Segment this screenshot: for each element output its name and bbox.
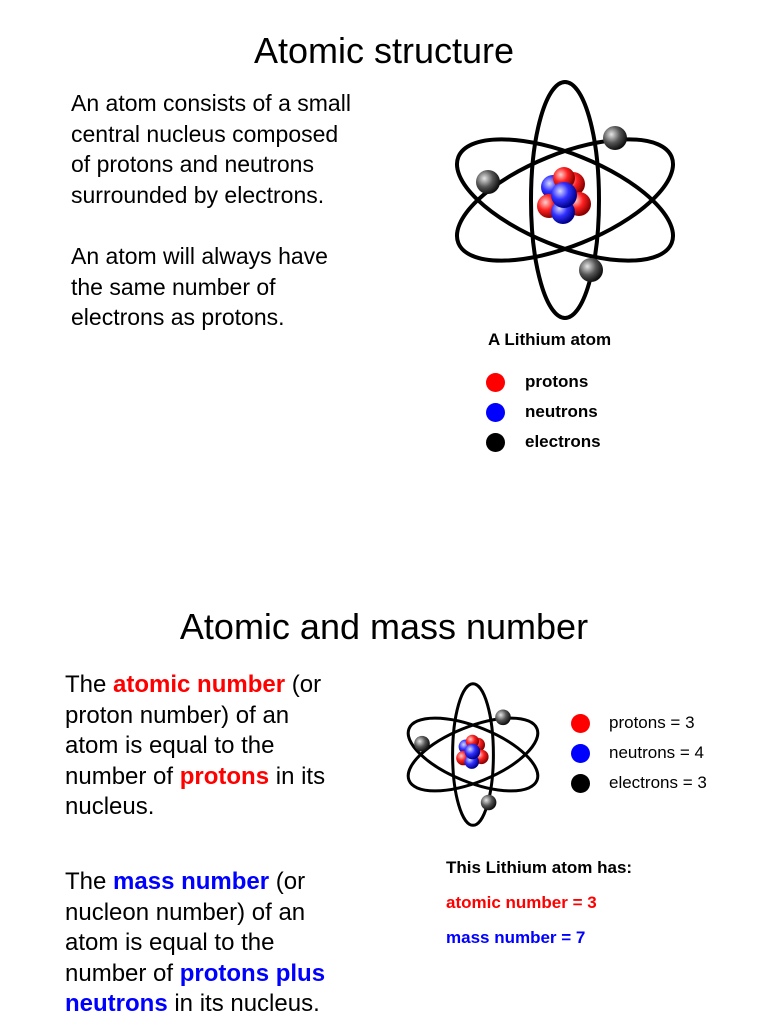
highlight-neutrons: neutrons bbox=[65, 990, 168, 1017]
text: The bbox=[65, 671, 114, 698]
para-line: of protons and neutrons bbox=[71, 151, 314, 177]
para-line: An atom consists of a small bbox=[71, 90, 351, 116]
info-title: This Lithium atom has: bbox=[446, 858, 633, 877]
para-line: surrounded by electrons. bbox=[71, 181, 325, 208]
legend-label: neutrons bbox=[525, 402, 598, 421]
text: number of bbox=[65, 959, 180, 987]
highlight-protons: protons bbox=[179, 762, 270, 790]
highlight-atomic-number: atomic number bbox=[113, 671, 286, 698]
lithium-atom-diagram-large bbox=[440, 70, 690, 330]
proton-dot-icon bbox=[486, 373, 505, 392]
text: (or bbox=[285, 671, 322, 698]
para-line: atom is equal to the bbox=[65, 929, 275, 956]
para-line: atom is equal to the bbox=[65, 732, 275, 759]
atom-caption: A Lithium atom bbox=[488, 330, 612, 349]
legend-item-electrons bbox=[571, 773, 707, 793]
electron-dot-icon bbox=[571, 774, 590, 793]
electron bbox=[476, 170, 500, 194]
legend-item-protons bbox=[486, 372, 588, 392]
para-line: the same number of bbox=[71, 273, 276, 300]
legend-item-neutrons bbox=[486, 402, 598, 422]
para-line: nucleus. bbox=[65, 793, 155, 820]
electron bbox=[603, 126, 627, 150]
text: in its bbox=[269, 762, 326, 790]
electron bbox=[414, 736, 430, 752]
text: (or bbox=[269, 868, 306, 895]
legend-label: neutrons = 4 bbox=[609, 743, 704, 762]
section1-paragraph-1 bbox=[71, 88, 351, 210]
text: The bbox=[65, 868, 114, 895]
nucleus bbox=[537, 167, 591, 224]
mass-number-paragraph bbox=[65, 867, 325, 1020]
legend-item-electrons bbox=[486, 432, 601, 452]
electron bbox=[495, 710, 511, 726]
electron bbox=[481, 795, 497, 811]
neutron-dot-icon bbox=[571, 744, 590, 763]
atomic-number-paragraph bbox=[65, 670, 325, 823]
section1-paragraph-2 bbox=[71, 241, 328, 333]
para-line: proton number) of an bbox=[65, 701, 290, 729]
nucleus bbox=[456, 735, 488, 769]
legend-label: protons = 3 bbox=[609, 713, 695, 732]
para-line: electrons as protons. bbox=[71, 304, 285, 330]
highlight-protons-plus: protons plus bbox=[179, 959, 326, 987]
proton-dot-icon bbox=[571, 714, 590, 733]
info-mass-number: mass number = 7 bbox=[446, 928, 586, 947]
text: number of bbox=[65, 762, 180, 790]
para-line: nucleon number) of an bbox=[65, 898, 306, 926]
legend-item-protons bbox=[571, 713, 695, 733]
lithium-atom-diagram-small bbox=[398, 672, 548, 837]
legend-label: protons bbox=[525, 372, 589, 391]
electron-dot-icon bbox=[486, 433, 505, 452]
highlight-mass-number: mass number bbox=[113, 868, 270, 895]
info-atomic-number: atomic number = 3 bbox=[446, 893, 597, 912]
para-line: central nucleus composed bbox=[71, 120, 339, 147]
neutron-dot-icon bbox=[486, 403, 505, 422]
electron bbox=[579, 258, 603, 282]
text: in its nucleus. bbox=[167, 990, 320, 1017]
legend-item-neutrons bbox=[571, 743, 704, 763]
legend-label: electrons = 3 bbox=[609, 773, 707, 792]
legend-label: electrons bbox=[525, 432, 601, 451]
section2-title: Atomic and mass number bbox=[179, 606, 589, 647]
para-line: An atom will always have bbox=[71, 243, 328, 269]
section1-title: Atomic structure bbox=[253, 30, 515, 71]
